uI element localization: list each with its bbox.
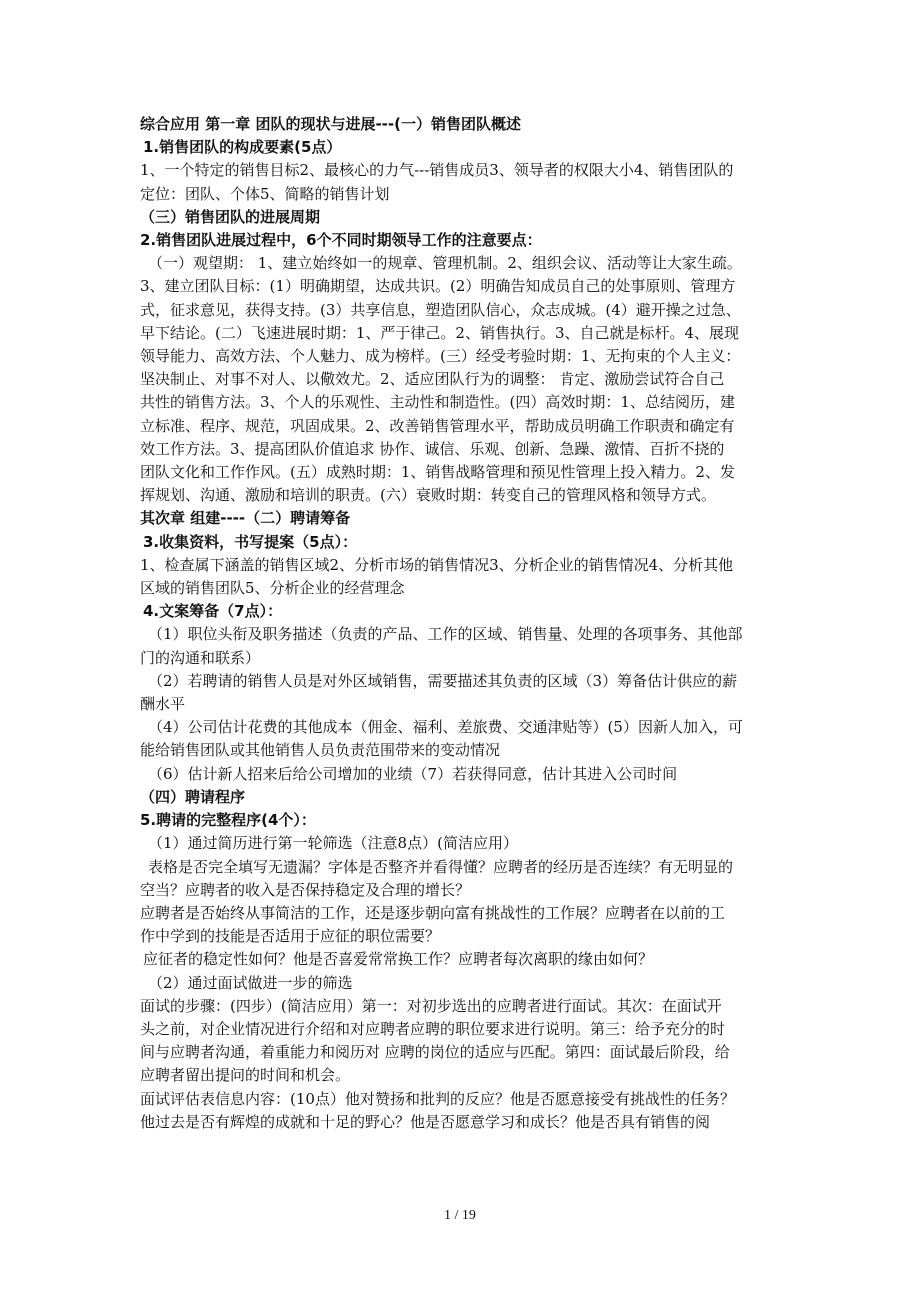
text-line: （4）公司估计花费的其他成本（佣金、福利、差旅费、交通津贴等）(5）因新人加入，可	[148, 718, 743, 737]
heading-line: （三）销售团队的进展周期	[140, 207, 321, 226]
heading-line: 3.收集资料，书写提案（5点）：	[143, 532, 358, 551]
text-line: 立标准、程序、规范，巩固成果。2、改善销售管理水平，帮助成员明确工作职责和确定有	[140, 416, 735, 435]
text-line: （1）职位头衔及职务描述（负责的产品、工作的区域、销售量、处理的各项事务、其他部	[148, 625, 743, 644]
text-line: 作中学到的技能是否适用于应征的职位需要？	[140, 927, 441, 946]
heading-line: 5.聘请的完整程序(4个）：	[140, 811, 316, 830]
text-line: 应聘者是否始终从事简洁的工作，还是逐步朝向富有挑战性的工作展？应聘者在以前的工	[140, 903, 726, 922]
text-line: 坚决制止、对事不对人、以儆效尤。2、适应团队行为的调整： 肯定、激励尝试符合自己	[140, 370, 725, 389]
text-line: 早下结论。(二）飞速进展时期：1、严于律己。2、销售执行。3、自己就是标杆。4、展现	[140, 323, 740, 342]
text-line: 门的沟通和联系）	[140, 648, 261, 667]
text-line: （1）通过简历进行第一轮筛选（注意8点）(简洁应用）	[148, 834, 518, 853]
text-line: （2）若聘请的销售人员是对外区域销售，需要描述其负责的区域（3）筹备估计供应的薪	[148, 671, 738, 690]
text-line: 1、检查属下涵盖的销售区域2、分析市场的销售情况3、分析企业的销售情况4、分析其他	[140, 555, 734, 574]
text-line: 空当？应聘者的收入是否保持稳定及合理的增长？	[140, 880, 471, 899]
heading-line: 2.销售团队进展过程中，6个不同时期领导工作的注意要点：	[140, 231, 542, 250]
heading-line: 其次章 组建----（二）聘请筹备	[140, 509, 351, 528]
text-line: 挥规划、沟通、激励和培训的职责。(六）衰败时期：转变自己的管理风格和领导方式。	[140, 486, 716, 505]
text-line: 间与应聘者沟通，着重能力和阅历对 应聘的岗位的适应与匹配。第四：面试最后阶段，给	[140, 1043, 730, 1062]
text-line: 应征者的稳定性如何？他是否喜爱常常换工作？应聘者每次离职的缘由如何？	[143, 950, 654, 969]
text-line: 他过去是否有辉煌的成就和十足的野心？他是否愿意学习和成长？他是否具有销售的阅	[140, 1112, 711, 1131]
text-line: 领导能力、高效方法、个人魅力、成为榜样。(三）经受考验时期：1、无拘束的个人主义：	[140, 347, 741, 366]
text-line: 式，征求意见，获得支持。(3）共享信息，塑造团队信心，众志成城。(4）避开操之过急、	[140, 300, 741, 319]
text-line: 区域的销售团队5、分析企业的经营理念	[140, 579, 405, 598]
heading-line: 综合应用 第一章 团队的现状与进展---(一）销售团队概述	[140, 115, 521, 133]
page-number: 1 / 19	[444, 1208, 476, 1223]
text-line: 酬水平	[140, 695, 186, 714]
text-line: 能给销售团队或其他销售人员负责范围带来的变动情况	[140, 741, 501, 760]
heading-line: （四）聘请程序	[140, 787, 246, 806]
text-line: 应聘者留出提问的时间和机会。	[140, 1066, 351, 1085]
document-body	[140, 113, 790, 1134]
text-line: 共性的销售方法。3、个人的乐观性、主动性和制造性。(四）高效时期：1、总结阅历，建	[140, 393, 735, 412]
text-line: （2）通过面试做进一步的筛选	[148, 973, 353, 992]
text-line: 表格是否完全填写无遗漏？字体是否整齐并看得懂？应聘者的经历是否连续？有无明显的	[148, 857, 734, 876]
text-line: （一）观望期： 1、建立始终如一的规章、管理机制。2、组织会议、活动等让大家生疏。	[148, 254, 742, 273]
text-line: （6）估计新人招来后给公司增加的业绩（7）若获得同意，估计其进入公司时间	[148, 764, 678, 783]
text-line: 面试的步骤：(四步）(简洁应用）第一：对初步选出的应聘者进行面试。其次：在面试开	[140, 996, 722, 1015]
text-line: 效工作方法。3、提高团队价值追求 协作、诚信、乐观、创新、急躁、激情、百折不挠的	[140, 439, 725, 458]
text-line: 定位：团队、个体5、简略的销售计划	[140, 184, 390, 203]
heading-line: 4.文案筹备（7点）：	[143, 602, 283, 621]
text-line: 头之前，对企业情况进行介绍和对应聘者应聘的职位要求进行说明。第三：给予充分的时	[140, 1019, 726, 1038]
text-line: 1、一个特定的销售目标2、最核心的力气---销售成员3、领导者的权限大小4、销售团队的	[140, 161, 734, 180]
text-line: 面试评估表信息内容：(10点）他对赞扬和批判的反应？他是否愿意接受有挑战性的任务？	[140, 1089, 735, 1108]
text-line: 3、建立团队目标：(1）明确期望，达成共识。(2）明确告知成员自己的处事原则、管理方	[140, 277, 736, 296]
text-line: 团队文化和工作作风。(五）成熟时期：1、销售战略管理和预见性管理上投入精力。2、发	[140, 463, 735, 482]
heading-line: 1.销售团队的构成要素(5点）	[143, 138, 342, 157]
